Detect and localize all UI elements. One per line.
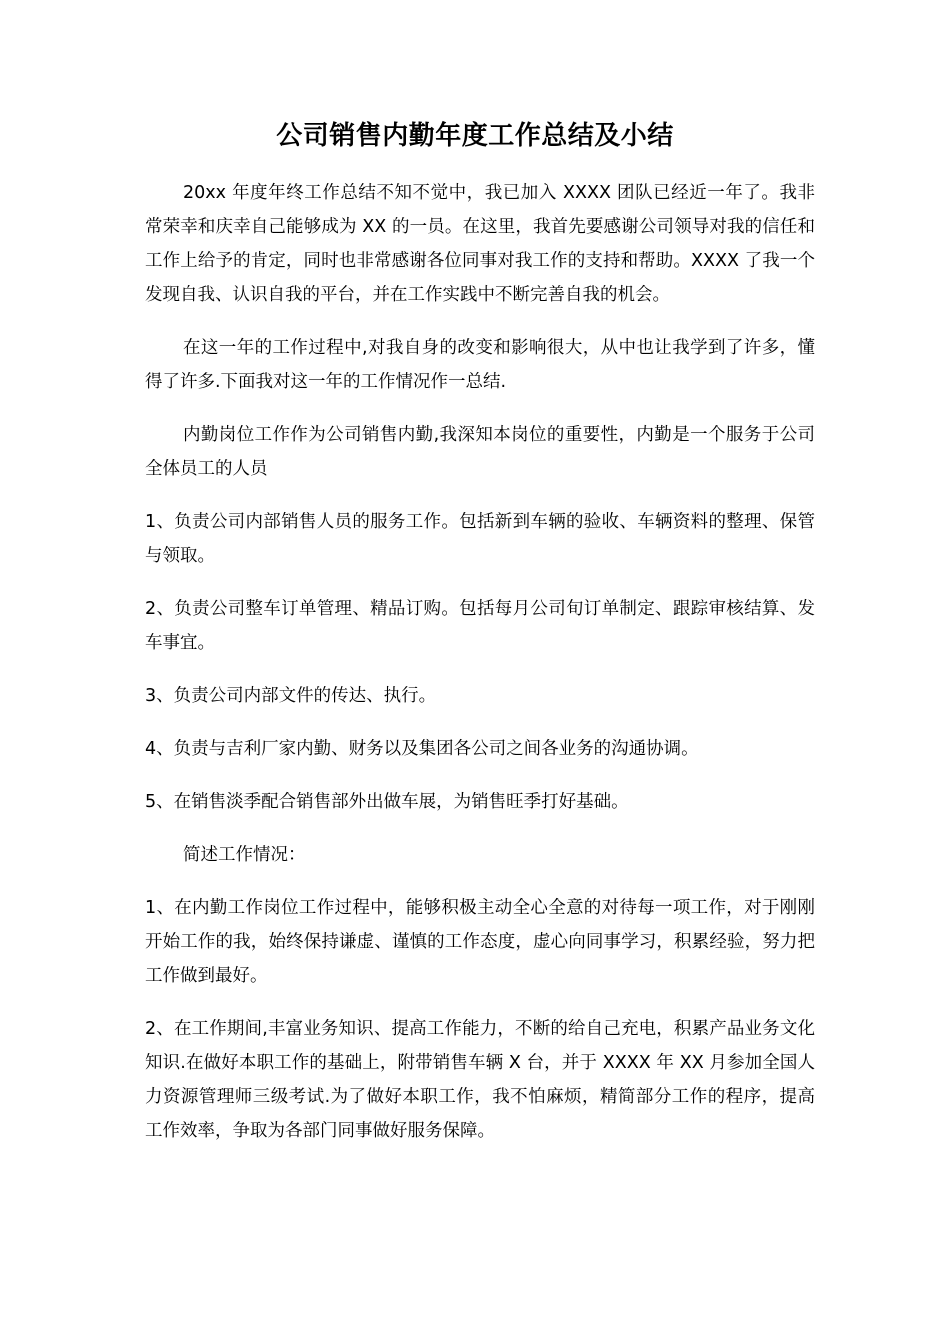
intro-paragraph-1: 20xx 年度年终工作总结不知不觉中，我已加入 XXXX 团队已经近一年了。我非常荣幸和庆幸自己能够成为 XX 的一员。在这里，我首先要感谢公司领导对我的信任和工作上给予的肯定，同时也非常感谢各位同事对我工作的支持和帮助。XXXX 了我一个发现自我、认识自我的平台，并在工作实践中不断完善自我的机会。	[145, 183, 815, 305]
duty-item-1: 1、负责公司内部销售人员的服务工作。包括新到车辆的验收、车辆资料的整理、保管与领取。	[145, 512, 815, 566]
summary-item-1: 1、在内勤工作岗位工作过程中，能够积极主动全心全意的对待每一项工作，对于刚刚开始工作的我，始终保持谦虚、谨慎的工作态度，虚心向同事学习，积累经验，努力把工作做到最好。	[145, 898, 815, 986]
summary-heading: 简述工作情况：	[183, 845, 306, 865]
document-title: 公司销售内勤年度工作总结及小结	[276, 121, 674, 151]
intro-paragraph-3: 内勤岗位工作作为公司销售内勤,我深知本岗位的重要性，内勤是一个服务于公司全体员工的人员	[145, 425, 815, 479]
duty-item-5: 5、在销售淡季配合销售部外出做车展，为销售旺季打好基础。	[145, 792, 629, 812]
intro-paragraph-2: 在这一年的工作过程中,对我自身的改变和影响很大，从中也让我学到了许多，懂得了许多.下面我对这一年的工作情况作一总结.	[145, 338, 815, 392]
document-body	[145, 176, 815, 1167]
duty-item-2: 2、负责公司整车订单管理、精品订购。包括每月公司旬订单制定、跟踪审核结算、发车事宜。	[145, 599, 815, 653]
duty-item-4: 4、负责与吉利厂家内勤、财务以及集团各公司之间各业务的沟通协调。	[145, 739, 699, 759]
summary-item-2: 2、在工作期间,丰富业务知识、提高工作能力，不断的给自己充电，积累产品业务文化知识.在做好本职工作的基础上，附带销售车辆 X 台，并于 XXXX 年 XX 月参加全国人力资源管理师三级考试.为了做好本职工作，我不怕麻烦，精简部分工作的程序，提高工作效率，争取为各部门同事做好服务保障。	[145, 1019, 815, 1141]
duty-item-3: 3、负责公司内部文件的传达、执行。	[145, 686, 437, 706]
